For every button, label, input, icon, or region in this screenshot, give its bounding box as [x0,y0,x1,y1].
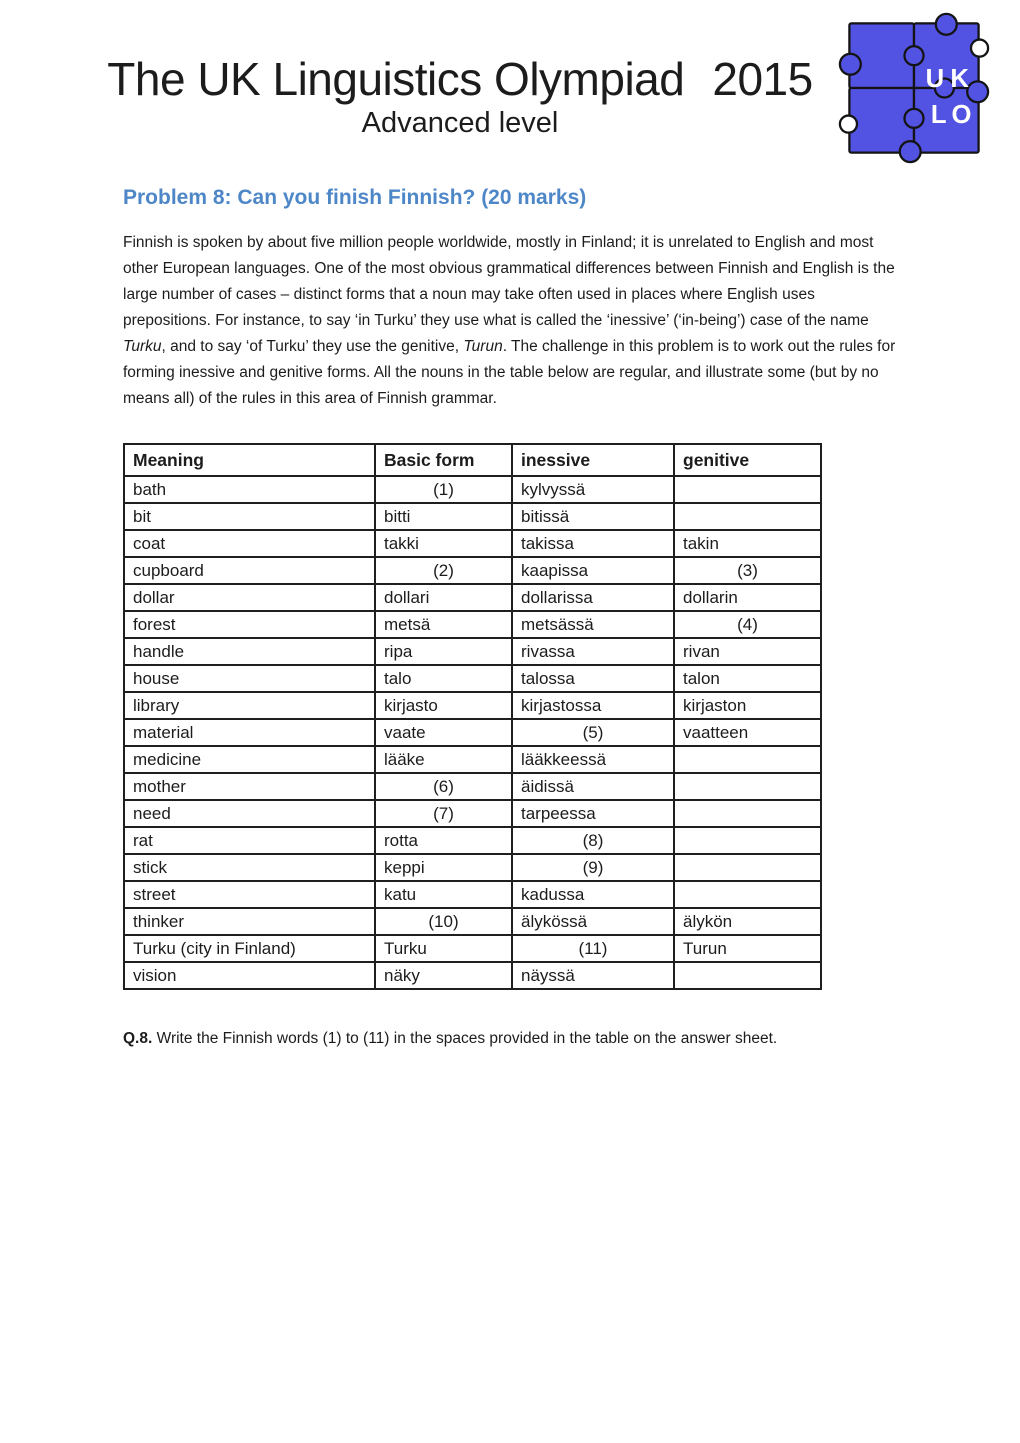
table-cell: (2) [375,557,512,584]
table-cell: (7) [375,800,512,827]
table-cell: bit [124,503,375,530]
table-cell: house [124,665,375,692]
table-cell [674,773,821,800]
question-text: Write the Finnish words (1) to (11) in the spaces provided in the table on the answer sheet. [152,1030,778,1047]
problem-heading: Problem 8: Can you finish Finnish? (20 marks) [123,186,587,209]
table-cell: medicine [124,746,375,773]
document-subtitle: Advanced level [361,106,559,139]
table-cell: dollarissa [512,584,674,611]
table-cell: tarpeessa [512,800,674,827]
table-cell: älykössä [512,908,674,935]
table-cell: coat [124,530,375,557]
table-cell: näky [375,962,512,989]
table-row [124,638,821,665]
table-cell: älykön [674,908,821,935]
table-cell: (1) [375,476,512,503]
table-row [124,584,821,611]
table-row [124,557,821,584]
table-cell: talossa [512,665,674,692]
table-cell: takki [375,530,512,557]
table-cell: (10) [375,908,512,935]
table-cell: Turku [375,935,512,962]
table-cell: need [124,800,375,827]
table-row [124,665,821,692]
italic-term: Turku [123,338,162,355]
table-row [124,503,821,530]
table-row [124,719,821,746]
table-cell: dollari [375,584,512,611]
logo-letter-o: O [951,101,972,130]
table-cell: (6) [375,773,512,800]
table-cell: vision [124,962,375,989]
table-cell: ripa [375,638,512,665]
table-cell: talo [375,665,512,692]
table-cell: material [124,719,375,746]
table-cell: thinker [124,908,375,935]
table-row [124,692,821,719]
table-row [124,935,821,962]
table-cell [674,746,821,773]
table-cell: library [124,692,375,719]
table-cell [674,827,821,854]
intro-text: , and to say ‘of Turku’ they use the genitive, [161,338,464,355]
table-cell: katu [375,881,512,908]
table-cell [674,800,821,827]
table-cell: bath [124,476,375,503]
table-cell: forest [124,611,375,638]
title-text: The UK Linguistics Olympiad [107,53,685,105]
table-cell: vaate [375,719,512,746]
table-cell: metsä [375,611,512,638]
table-cell: kirjaston [674,692,821,719]
column-header: inessive [512,444,674,476]
table-row [124,611,821,638]
table-body [124,476,821,989]
table-cell: näyssä [512,962,674,989]
table-cell: rat [124,827,375,854]
table-cell: kaapissa [512,557,674,584]
table-cell [674,881,821,908]
table-cell: talon [674,665,821,692]
table-cell: takin [674,530,821,557]
table-cell [674,854,821,881]
logo-letter-u: U [925,65,945,94]
table-cell: dollar [124,584,375,611]
table-row [124,746,821,773]
table-cell: lääkkeessä [512,746,674,773]
table-row [124,476,821,503]
logo-letter-l: L [930,101,947,130]
table-cell: street [124,881,375,908]
table-cell: Turun [674,935,821,962]
table-cell: dollarin [674,584,821,611]
table-cell: cupboard [124,557,375,584]
table-cell: kylvyssä [512,476,674,503]
document-header [0,0,920,140]
table-cell: äidissä [512,773,674,800]
table-cell: bitissä [512,503,674,530]
table-cell [674,503,821,530]
table-row [124,854,821,881]
table-cell: metsässä [512,611,674,638]
table-cell: rivan [674,638,821,665]
document-title [0,0,920,106]
column-header: genitive [674,444,821,476]
intro-text: . The challenge in this problem is to work out the rules for forming inessive and genitive forms. All the nouns in the table below are regular, and illustrate some (but by no means all) of the rules in this area of Finnish grammar. [123,338,896,407]
table-cell: stick [124,854,375,881]
logo-letter-k: K [950,65,969,94]
question-line [123,1030,777,1048]
table-cell: (11) [512,935,674,962]
table-cell: mother [124,773,375,800]
table-cell: handle [124,638,375,665]
intro-paragraph [123,230,901,412]
table-cell: bitti [375,503,512,530]
table-cell: kirjasto [375,692,512,719]
table-cell: (8) [512,827,674,854]
table-row [124,530,821,557]
table-row [124,881,821,908]
table-cell: (5) [512,719,674,746]
table-row [124,773,821,800]
table-cell: (9) [512,854,674,881]
table-header-row [124,444,821,476]
table-cell: rotta [375,827,512,854]
table-cell: (3) [674,557,821,584]
table-cell: vaatteen [674,719,821,746]
table-cell: Turku (city in Finland) [124,935,375,962]
table-cell: rivassa [512,638,674,665]
question-label: Q.8. [123,1030,153,1047]
italic-term: Turun [463,338,503,355]
table-row [124,827,821,854]
table-cell: kadussa [512,881,674,908]
table-cell: kirjastossa [512,692,674,719]
intro-text: Finnish is spoken by about five million people worldwide, mostly in Finland; it is unrelated to English and most other European languages. One of the most obvious grammatical differences between Finnish and English is the large number of cases – distinct forms that a noun may take often used in places where English uses prepositions. For instance, to say ‘in Turku’ they use what is called the ‘inessive’ (‘in-being’) case of the name [123,234,895,329]
table-row [124,962,821,989]
table-cell: lääke [375,746,512,773]
title-year: 2015 [712,53,813,105]
column-header: Meaning [124,444,375,476]
table-row [124,908,821,935]
column-header: Basic form [375,444,512,476]
table-cell: takissa [512,530,674,557]
table-cell [674,962,821,989]
table-cell: keppi [375,854,512,881]
finnish-table [123,443,822,990]
table-cell: (4) [674,611,821,638]
table-cell [674,476,821,503]
table-row [124,800,821,827]
